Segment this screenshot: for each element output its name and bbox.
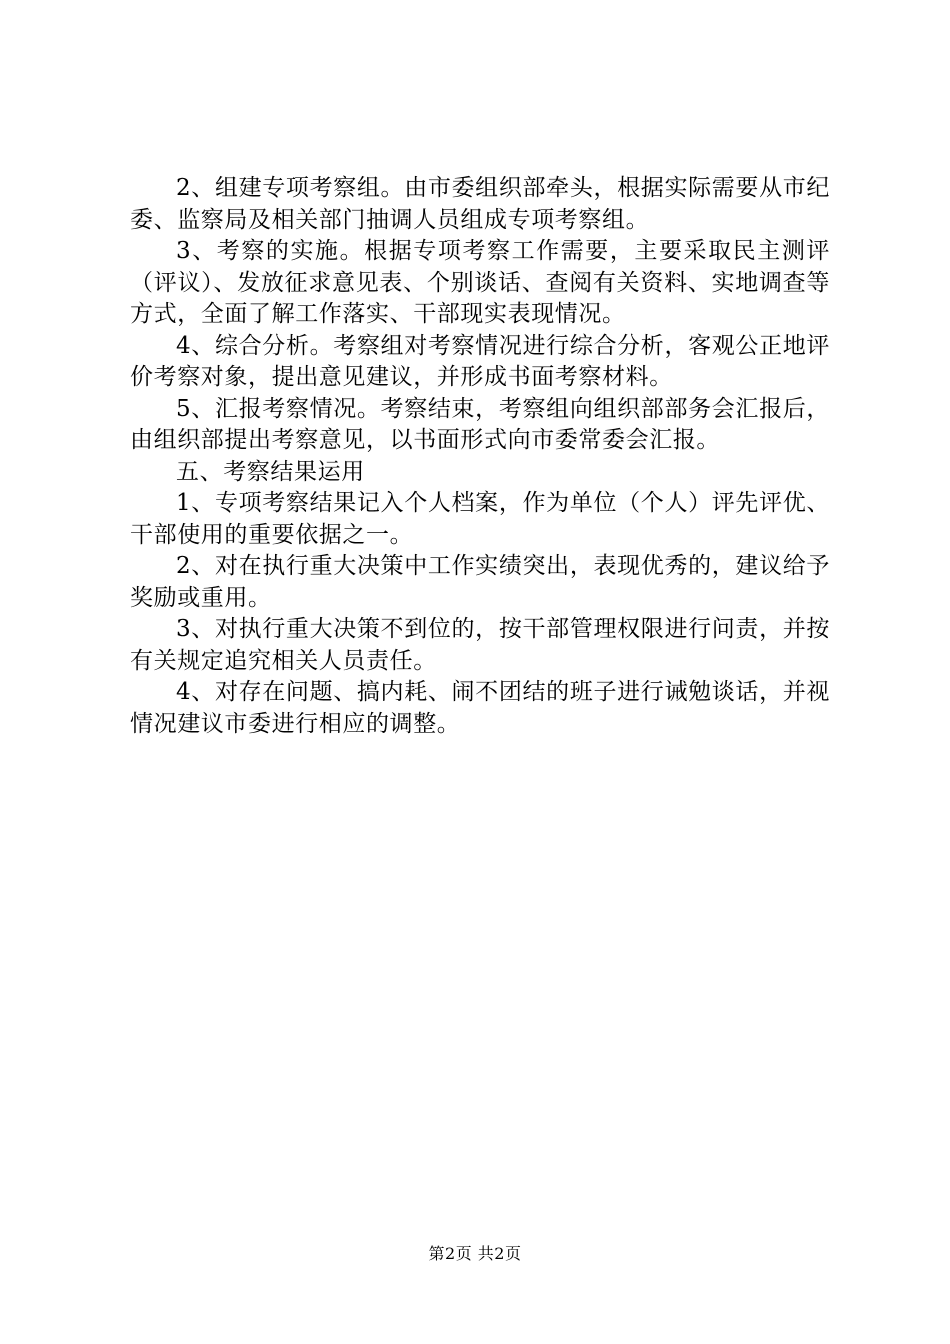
section-heading-results: 五、考察结果运用	[176, 458, 365, 485]
paragraph-result-2: 2、对在执行重大决策中工作实绩突出，表现优秀的，建议给予奖励或重用。	[130, 553, 830, 611]
document-body	[130, 173, 830, 740]
paragraph-result-3: 3、对执行重大决策不到位的，按干部管理权限进行问责，并按有关规定追究相关人员责任。	[130, 616, 830, 674]
paragraph-item-2-formation: 2、组建专项考察组。由市委组织部牵头，根据实际需要从市纪委、监察局及相关部门抽调人员组成专项考察组。	[130, 175, 830, 233]
paragraph-result-4: 4、对存在问题、搞内耗、闹不团结的班子进行诫勉谈话，并视情况建议市委进行相应的调整。	[130, 679, 830, 737]
page-number-footer: 第2页 共2页	[428, 1244, 522, 1263]
paragraph-item-4-analysis: 4、综合分析。考察组对考察情况进行综合分析，客观公正地评价考察对象，提出意见建议，并形成书面考察材料。	[130, 332, 830, 390]
paragraph-result-1: 1、专项考察结果记入个人档案，作为单位（个人）评先评优、干部使用的重要依据之一。	[130, 490, 830, 548]
paragraph-item-5-report: 5、汇报考察情况。考察结束，考察组向组织部部务会汇报后，由组织部提出考察意见，以书面形式向市委常委会汇报。	[130, 395, 830, 453]
paragraph-item-3-implementation: 3、考察的实施。根据专项考察工作需要，主要采取民主测评（评议）、发放征求意见表、个别谈话、查阅有关资料、实地调查等方式，全面了解工作落实、干部现实表现情况。	[130, 238, 830, 327]
